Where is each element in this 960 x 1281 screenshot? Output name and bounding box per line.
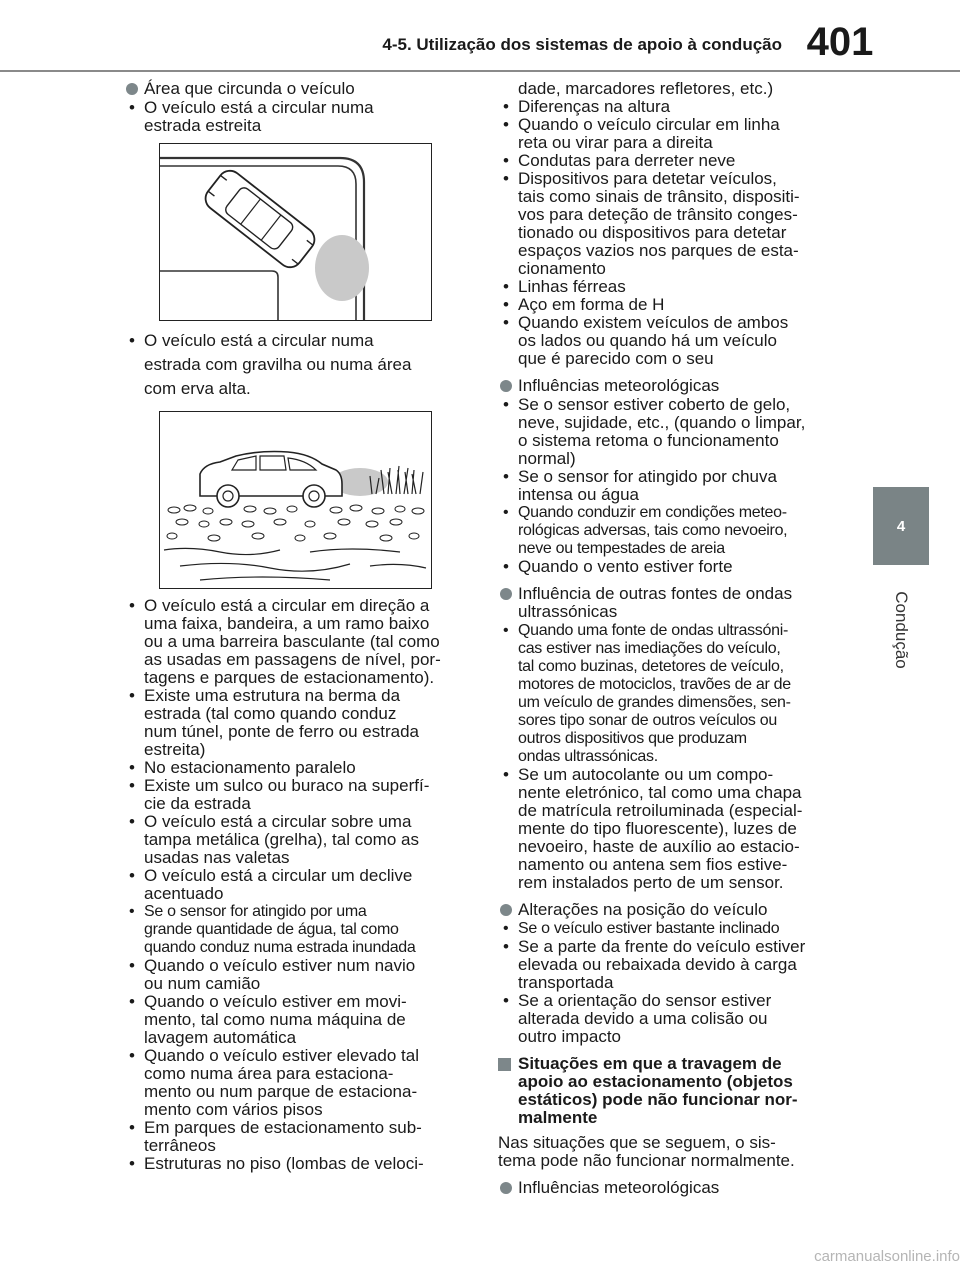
line: Nas situações que se seguem, o sis- (498, 1133, 776, 1152)
line: Linhas férreas (518, 277, 626, 296)
line: ondas ultrassónicas. (518, 748, 658, 765)
line: O veículo está a circular numa (144, 331, 374, 350)
bullet-dot-icon: • (129, 1118, 135, 1137)
line: mente do tipo fluorescente), luzes de (518, 819, 797, 838)
bullet-square-icon (498, 1058, 511, 1071)
list-item (498, 98, 843, 116)
line: neve, sujidade, etc., (quando o limpar, (518, 413, 806, 432)
line: os lados ou quando há um veículo (518, 331, 777, 350)
bullet-dot-icon: • (503, 97, 509, 116)
heading-text: Influências meteorológicas (518, 1178, 720, 1197)
heading-vehicle-position (498, 901, 843, 919)
line: outros dispositivos que produzam (518, 730, 747, 747)
list-item (124, 903, 469, 957)
list-item (124, 813, 469, 867)
line: estrada com gravilha ou numa área (144, 355, 412, 374)
heading-text: estáticos) pode não funcionar nor- (518, 1090, 798, 1109)
line: Quando o veículo estiver em movi- (144, 992, 407, 1011)
line: tema pode não funcionar normalmente. (498, 1151, 795, 1170)
line: cionamento (518, 259, 606, 278)
line: mento com vários pisos (144, 1100, 323, 1119)
line: tais como sinais de trânsito, dispositi- (518, 187, 800, 206)
list-item (124, 1047, 469, 1119)
line: vos para deteção de trânsito conges- (518, 205, 798, 224)
line: Quando o veículo estiver num navio (144, 956, 416, 975)
chapter-label (866, 575, 936, 685)
line: uma faixa, bandeira, a um ramo baixo (144, 614, 430, 633)
bullet-dot-icon: • (129, 866, 135, 885)
bullet-dot-icon: • (503, 991, 509, 1010)
gravel-grass-illustration (159, 411, 432, 589)
bullet-circle-icon (500, 380, 512, 392)
line: Se o sensor estiver coberto de gelo, (518, 395, 791, 414)
header-rule (0, 70, 960, 72)
bullet-dot-icon: • (129, 992, 135, 1011)
line: elevada ou rebaixada devido à carga (518, 955, 797, 974)
bullet-circle-icon (500, 1182, 512, 1194)
heading-weather (498, 377, 843, 395)
narrow-road-svg (160, 144, 431, 320)
bullet-dot-icon: • (129, 758, 135, 777)
line: estrada (tal como quando conduz (144, 704, 397, 723)
heading-text: apoio ao estacionamento (objetos (518, 1072, 793, 1091)
line: alterada devido a uma colisão ou (518, 1009, 768, 1028)
line: reta ou virar para a direita (518, 133, 713, 152)
line: acentuado (144, 884, 224, 903)
line: Se o sensor for atingido por chuva (518, 467, 777, 486)
line: Dispositivos para detetar veículos, (518, 169, 777, 188)
left-column (124, 80, 469, 1173)
line: Se a parte da frente do veículo estiver (518, 937, 806, 956)
bullet-dot-icon: • (503, 151, 509, 170)
line: mento ou num parque de estaciona- (144, 1082, 418, 1101)
right-column (498, 80, 843, 1198)
list-item (498, 622, 843, 766)
list-item (124, 867, 469, 903)
list-item (498, 468, 843, 504)
line: Quando o veículo estiver elevado tal (144, 1046, 420, 1065)
line: Se o veículo estiver bastante inclinado (518, 920, 780, 937)
bullet-dot-icon: • (503, 622, 509, 639)
line: espaços vazios nos parques de esta- (518, 241, 799, 260)
bullet-dot-icon: • (129, 686, 135, 705)
line: Se um autocolante ou um compo- (518, 765, 774, 784)
bullet-dot-icon: • (129, 956, 135, 975)
continuation-line: dade, marcadores refletores, etc.) (518, 79, 774, 98)
right-list-1 (498, 98, 843, 368)
left-list (124, 597, 469, 1173)
line: Condutas para derreter neve (518, 151, 736, 170)
line: normal) (518, 449, 576, 468)
line: nente eletrónico, tal como uma chapa (518, 783, 802, 802)
heading-text: Influência de outras fontes de ondas (518, 584, 793, 603)
list-item (124, 329, 469, 401)
paragraph (498, 1134, 843, 1170)
heading-text: ultrassónicas (518, 602, 618, 621)
line: No estacionamento paralelo (144, 758, 356, 777)
line: neve ou tempestades de areia (518, 540, 725, 557)
heading-text: malmente (518, 1108, 598, 1127)
line: Diferenças na altura (518, 97, 671, 116)
line: estrada estreita (144, 116, 262, 135)
line: transportada (518, 973, 614, 992)
line: O veículo está a circular um declive (144, 866, 413, 885)
line: intensa ou água (518, 485, 639, 504)
line: Existe um sulco ou buraco na superfí- (144, 776, 430, 795)
line: O veículo está a circular em direção a (144, 596, 430, 615)
line: rológicas adversas, tais como nevoeiro, (518, 522, 788, 539)
line: Quando conduzir em condições meteo- (518, 504, 787, 521)
line: Quando existem veículos de ambos (518, 313, 789, 332)
line: namento ou antena sem fios estive- (518, 855, 788, 874)
bullet-dot-icon: • (129, 596, 135, 615)
bullet-dot-icon: • (503, 277, 509, 296)
chapter-label-text: Condução (892, 591, 912, 669)
line: grande quantidade de água, tal como (144, 921, 399, 938)
bullet-dot-icon: • (503, 557, 509, 576)
line: estreita) (144, 740, 206, 759)
bullet-dot-icon: • (503, 920, 509, 937)
line: Se a orientação do sensor estiver (518, 991, 772, 1010)
list-item (498, 170, 843, 278)
list-item (498, 296, 843, 314)
list-item (498, 116, 843, 152)
bullet-dot-icon: • (503, 169, 509, 188)
line: outro impacto (518, 1027, 621, 1046)
line: ou num camião (144, 974, 261, 993)
bullet-dot-icon: • (129, 1154, 135, 1173)
page-number: 401 (806, 20, 874, 64)
line: Quando o vento estiver forte (518, 557, 733, 576)
bullet-dot-icon: • (503, 467, 509, 486)
bullet-dot-icon: • (503, 765, 509, 784)
bullet-circle-icon (500, 904, 512, 916)
line: usadas nas valetas (144, 848, 290, 867)
list-item (498, 314, 843, 368)
list-item (124, 957, 469, 993)
line: um veículo de grandes dimensões, sen- (518, 694, 791, 711)
bullet-circle-icon (500, 588, 512, 600)
narrow-road-illustration (159, 143, 432, 321)
bullet-dot-icon: • (129, 331, 135, 350)
bullet-dot-icon: • (503, 395, 509, 414)
chapter-number: 4 (896, 517, 906, 535)
heading-text: Área que circunda o veículo (144, 79, 355, 98)
list-item (124, 1119, 469, 1155)
bullet-dot-icon: • (503, 115, 509, 134)
heading-text: Influências meteorológicas (518, 376, 720, 395)
list-item (498, 278, 843, 296)
line: sores tipo sonar de outros veículos ou (518, 712, 777, 729)
line: tal como buzinas, detetores de veículo, (518, 658, 784, 675)
list-item (498, 396, 843, 468)
line: tionado ou dispositivos para detetar (518, 223, 787, 242)
chapter-tab[interactable] (873, 487, 929, 565)
line: como numa área para estaciona- (144, 1064, 394, 1083)
line: nevoeiro, haste de auxílio ao estacio- (518, 837, 800, 856)
line: Quando uma fonte de ondas ultrassóni- (518, 622, 788, 639)
line: motores de motociclos, travões de ar de (518, 676, 791, 693)
line: O veículo está a circular numa (144, 98, 374, 117)
bullet-dot-icon: • (503, 313, 509, 332)
line: cas estiver nas imediações do veículo, (518, 640, 781, 657)
line: rem instalados perto de um sensor. (518, 873, 784, 892)
right-list-4 (498, 920, 843, 1046)
header-title: 4-5. Utilização dos sistemas de apoio à condução (382, 35, 782, 54)
line: cie da estrada (144, 794, 251, 813)
bullet-dot-icon: • (503, 937, 509, 956)
list-item (498, 992, 843, 1046)
bullet-circle-icon (126, 83, 138, 95)
line: Existe uma estrutura na berma da (144, 686, 401, 705)
heading-weather-2 (498, 1179, 843, 1197)
line: lavagem automática (144, 1028, 297, 1047)
bullet-dot-icon: • (129, 903, 135, 920)
list-item (124, 759, 469, 777)
bullet-dot-icon: • (503, 295, 509, 314)
heading-text: Alterações na posição do veículo (518, 900, 768, 919)
list-item (498, 920, 843, 938)
bullet-dot-icon: • (129, 1046, 135, 1065)
line: Quando o veículo circular em linha (518, 115, 780, 134)
line: Aço em forma de H (518, 295, 665, 314)
list-item (498, 558, 843, 576)
line: as usadas em passagens de nível, por- (144, 650, 441, 669)
list-item (498, 504, 843, 558)
gravel-grass-svg (160, 412, 431, 588)
line: O veículo está a circular sobre uma (144, 812, 412, 831)
heading-area-around-vehicle (124, 80, 469, 98)
list-item (124, 777, 469, 813)
list-item (498, 766, 843, 892)
line: mento, tal como numa máquina de (144, 1010, 406, 1029)
watermark: carmanualsonline.info (814, 1248, 960, 1265)
line: terrâneos (144, 1136, 216, 1155)
bullet-dot-icon: • (503, 504, 509, 521)
bullet-dot-icon: • (129, 812, 135, 831)
heading-ultrasonic (498, 585, 843, 621)
line: de matrícula retroiluminada (especial- (518, 801, 803, 820)
line: num túnel, ponte de ferro ou estrada (144, 722, 420, 741)
heading-text: Situações em que a travagem de (518, 1054, 782, 1073)
list-item (124, 597, 469, 687)
line: ou a uma barreira basculante (tal como (144, 632, 440, 651)
line: o sistema retoma o funcionamento (518, 431, 779, 450)
list-item (124, 687, 469, 759)
line: Estruturas no piso (lombas de veloci- (144, 1154, 424, 1173)
list-item (124, 99, 469, 135)
bullet-dot-icon: • (129, 776, 135, 795)
line: com erva alta. (144, 379, 251, 398)
line: tampa metálica (grelha), tal como as (144, 830, 419, 849)
line: Em parques de estacionamento sub- (144, 1118, 422, 1137)
section-heading (498, 1055, 843, 1127)
bullet-dot-icon: • (129, 98, 135, 117)
list-item (498, 152, 843, 170)
list-item (124, 993, 469, 1047)
list-item (124, 1155, 469, 1173)
line: tagens e parques de estacionamento). (144, 668, 435, 687)
right-list-3 (498, 622, 843, 892)
right-list-2 (498, 396, 843, 576)
list-item (498, 938, 843, 992)
line: quando conduz numa estrada inundada (144, 939, 416, 956)
line: Se o sensor for atingido por uma (144, 903, 367, 920)
line: que é parecido com o seu (518, 349, 714, 368)
